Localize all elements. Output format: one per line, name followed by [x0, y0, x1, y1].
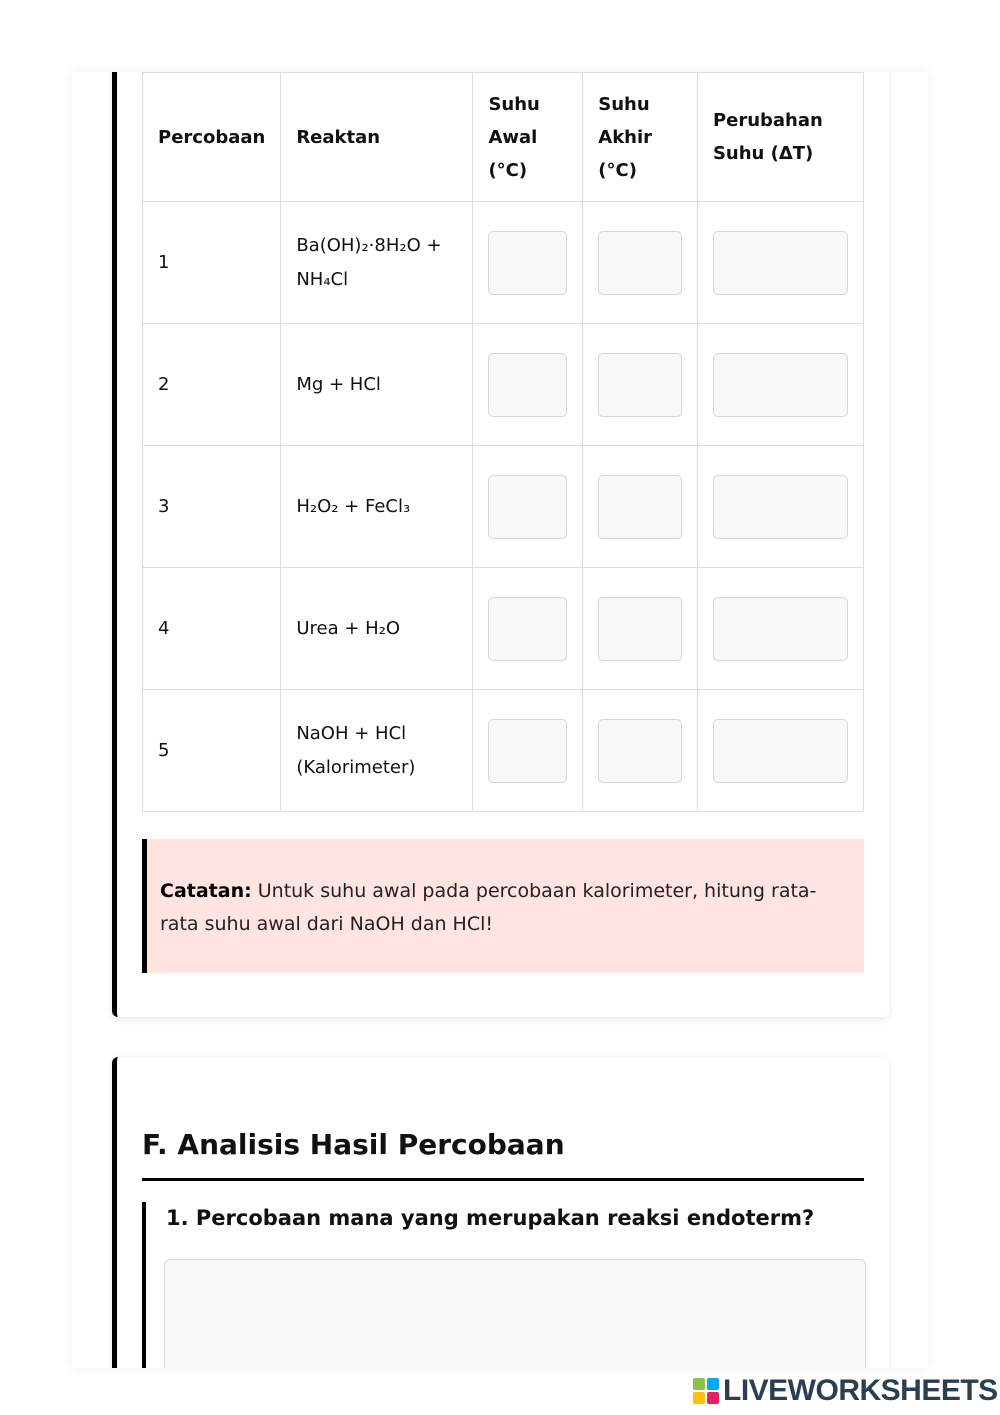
reactant-cell: Mg + HCl: [281, 324, 473, 446]
section-title: F. Analisis Hasil Percobaan: [142, 1124, 864, 1181]
question-block: [142, 1202, 864, 1368]
perubahan-suhu-input[interactable]: [713, 719, 848, 783]
suhu-awal-input[interactable]: [488, 231, 567, 295]
suhu-akhir-input[interactable]: [598, 353, 682, 417]
suhu-awal-input[interactable]: [488, 353, 567, 417]
suhu-akhir-input[interactable]: [598, 719, 682, 783]
perubahan-suhu-input[interactable]: [713, 353, 848, 417]
reactant-cell: H₂O₂ + FeCl₃: [281, 446, 473, 568]
question-text: 1. Percobaan mana yang merupakan reaksi endoterm?: [166, 1206, 815, 1230]
perubahan-suhu-input[interactable]: [713, 231, 848, 295]
brand-logo: [693, 1374, 998, 1408]
header-percobaan: Percobaan: [143, 73, 281, 202]
logo-square-4: [707, 1392, 719, 1404]
logo-square-3: [693, 1392, 705, 1404]
note-label: Catatan:: [160, 880, 252, 902]
header-suhu-awal: Suhu Awal (°C): [473, 73, 583, 202]
liveworksheets-icon: [693, 1378, 719, 1404]
worksheet-page: [72, 72, 928, 1368]
note-text: Untuk suhu awal pada percobaan kalorimeter, hitung rata-rata suhu awal dari NaOH dan HCl!: [160, 880, 817, 935]
brand-name: LIVEWORKSHEETS: [723, 1374, 998, 1407]
suhu-akhir-input[interactable]: [598, 475, 682, 539]
suhu-awal-input[interactable]: [488, 597, 567, 661]
note-box: [142, 839, 864, 973]
suhu-awal-input[interactable]: [488, 719, 567, 783]
table-row: [143, 568, 864, 690]
logo-square-1: [693, 1378, 705, 1390]
experiment-table: [142, 72, 864, 812]
logo-square-2: [707, 1378, 719, 1390]
suhu-akhir-input[interactable]: [598, 597, 682, 661]
answer-textarea[interactable]: [164, 1259, 866, 1368]
table-row: [143, 446, 864, 568]
suhu-awal-input[interactable]: [488, 475, 567, 539]
row-number: 1: [143, 202, 281, 324]
reactant-cell: NaOH + HCl (Kalorimeter): [281, 690, 473, 812]
suhu-akhir-input[interactable]: [598, 231, 682, 295]
perubahan-suhu-input[interactable]: [713, 475, 848, 539]
row-number: 3: [143, 446, 281, 568]
row-number: 5: [143, 690, 281, 812]
table-row: [143, 324, 864, 446]
row-number: 4: [143, 568, 281, 690]
reactant-cell: Ba(OH)₂·8H₂O + NH₄Cl: [281, 202, 473, 324]
perubahan-suhu-input[interactable]: [713, 597, 848, 661]
header-perubahan-suhu: Perubahan Suhu (ΔT): [697, 73, 863, 202]
table-row: [143, 202, 864, 324]
header-reaktan: Reaktan: [281, 73, 473, 202]
reactant-cell: Urea + H₂O: [281, 568, 473, 690]
header-suhu-akhir: Suhu Akhir (°C): [583, 73, 698, 202]
table-header-row: [143, 73, 864, 202]
row-number: 2: [143, 324, 281, 446]
table-row: [143, 690, 864, 812]
